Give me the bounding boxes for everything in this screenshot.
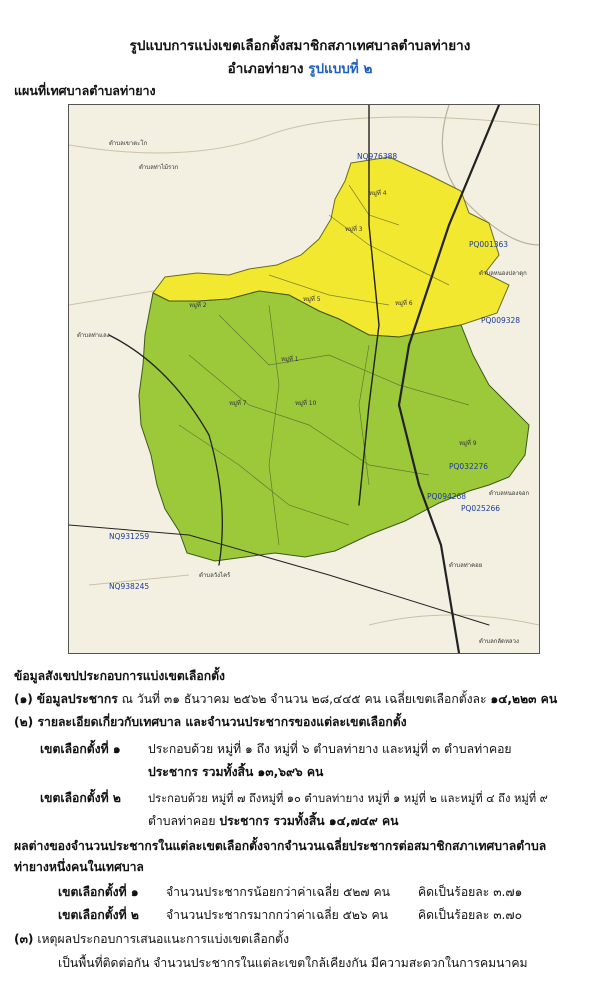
map-heading: แผนที่เทศบาลตำบลท่ายาง <box>14 83 156 98</box>
item1-value: ๑๔,๒๒๓ คน <box>490 692 558 706</box>
map-code-2: PQ001363 <box>469 240 509 249</box>
map-label-1: ตำบลเขาตะโก <box>109 140 148 147</box>
diff1-percent: คิดเป็นร้อยละ ๓.๗๑ <box>418 885 523 899</box>
district-name: อำเภอท่ายาง <box>227 61 304 77</box>
zone2-population: ประชากร รวมทั้งสิ้น ๑๔,๗๔๙ คน <box>219 814 399 828</box>
map-label-11: หมู่ที่ 7 <box>229 400 247 407</box>
zone2-desc2: ตำบลท่าคอย <box>148 814 216 828</box>
zone2-description-line2 <box>148 812 399 831</box>
document-title-line1: รูปแบบการแบ่งเขตเลือกตั้งสมาชิกสภาเทศบาลตำบลท่ายาง <box>129 38 471 54</box>
item1-number: (๑) <box>14 692 33 706</box>
map-label-2: ตำบลท่าไม้รวก <box>139 164 179 171</box>
map-code-7: NQ931259 <box>109 532 150 541</box>
zone2-area <box>139 291 529 561</box>
zone2-description: ประกอบด้วย หมู่ที่ ๗ ถึงหมู่ที่ ๑๐ ตำบลท่ายาง หมู่ที่ ๑ หมู่ที่ ๒ และหมู่ที่ ๔ ถึง หมู่ที่ ๙ <box>148 792 548 805</box>
map-code-8: NQ938245 <box>109 582 150 591</box>
item3-number: (๓) <box>14 932 34 946</box>
municipality-map <box>68 104 540 654</box>
map-label-8: หมู่ที่ 2 <box>189 302 207 309</box>
map-code-1: NQ976388 <box>357 152 398 161</box>
item3-reason: เป็นพื้นที่ติดต่อกัน จำนวนประชากรในแต่ละเขตใกล้เคียงกัน มีความสะดวกในการคมนาคม <box>58 956 528 970</box>
info-item3 <box>14 930 289 949</box>
diff2-percent: คิดเป็นร้อยละ ๓.๗๐ <box>418 908 523 922</box>
map-label-16: ตำบลวังไคร้ <box>199 572 231 579</box>
diff-heading-line2: ท่ายางหนึ่งคนในเทศบาล <box>14 860 144 874</box>
zone1-label: เขตเลือกตั้งที่ ๑ <box>40 742 121 756</box>
item2-number: (๒) <box>14 715 34 729</box>
zone2-label: เขตเลือกตั้งที่ ๒ <box>40 791 121 805</box>
map-code-6: PQ025266 <box>461 504 501 513</box>
map-label-13: ตำบลหนองจอก <box>489 490 530 497</box>
map-label-5: หมู่ที่ 3 <box>345 226 363 233</box>
diff2-label: เขตเลือกตั้งที่ ๒ <box>58 908 139 922</box>
map-label-10: หมู่ที่ 10 <box>295 400 317 407</box>
item2-text: รายละเอียดเกี่ยวกับเทศบาล และจำนวนประชากรของแต่ละเขตเลือกตั้ง <box>37 715 407 729</box>
model-number: รูปแบบที่ ๒ <box>308 61 373 77</box>
map-label-4: หมู่ที่ 4 <box>369 190 387 197</box>
map-graphic <box>69 105 539 653</box>
item1-bold: ข้อมูลประชากร <box>36 692 118 706</box>
item3-text: เหตุผลประกอบการเสนอแนะการแบ่งเขตเลือกตั้ง <box>37 932 290 946</box>
map-label-15: ตำบลกลัดหลวง <box>479 638 519 645</box>
map-code-5: PQ094268 <box>427 492 467 501</box>
map-label-7: หมู่ที่ 5 <box>303 296 321 303</box>
diff-heading-line1: ผลต่างของจำนวนประชากรในแต่ละเขตเลือกตั้งจากจำนวนเฉลี่ยประชากรต่อสมาชิกสภาเทศบาลตำบล <box>14 839 547 853</box>
map-label-9: หมู่ที่ 1 <box>281 356 299 363</box>
zone1-population: ประชากร รวมทั้งสิ้น ๑๓,๖๙๖ คน <box>148 765 324 779</box>
info-heading: ข้อมูลสังเขปประกอบการแบ่งเขตเลือกตั้ง <box>14 669 225 683</box>
info-item1 <box>14 690 557 709</box>
item1-text: ณ วันที่ ๓๑ ธันวาคม ๒๕๖๒ จำนวน ๒๘,๔๔๕ คน เฉลี่ยเขตเลือกตั้งละ <box>121 692 487 706</box>
zone1-description: ประกอบด้วย หมู่ที่ ๑ ถึง หมู่ที่ ๖ ตำบลท่ายาง และหมู่ที่ ๓ ตำบลท่าคอย <box>148 742 512 756</box>
map-label-14: ตำบลท่าคอย <box>449 562 483 569</box>
map-label-3: ตำบลหนองปลาดุก <box>479 270 527 277</box>
map-label-17: ตำบลท่าแลง <box>77 332 110 339</box>
map-label-6: หมู่ที่ 6 <box>395 300 413 307</box>
map-code-3: PQ009328 <box>481 316 521 325</box>
map-code-4: PQ032276 <box>449 462 489 471</box>
diff1-text: จำนวนประชากรน้อยกว่าค่าเฉลี่ย ๕๒๗ คน <box>166 885 390 899</box>
info-item2 <box>14 713 407 732</box>
diff1-label: เขตเลือกตั้งที่ ๑ <box>58 885 139 899</box>
diff2-text: จำนวนประชากรมากกว่าค่าเฉลี่ย ๕๒๖ คน <box>166 908 388 922</box>
map-label-12: หมู่ที่ 9 <box>459 440 477 447</box>
document-title-line2 <box>0 57 600 79</box>
